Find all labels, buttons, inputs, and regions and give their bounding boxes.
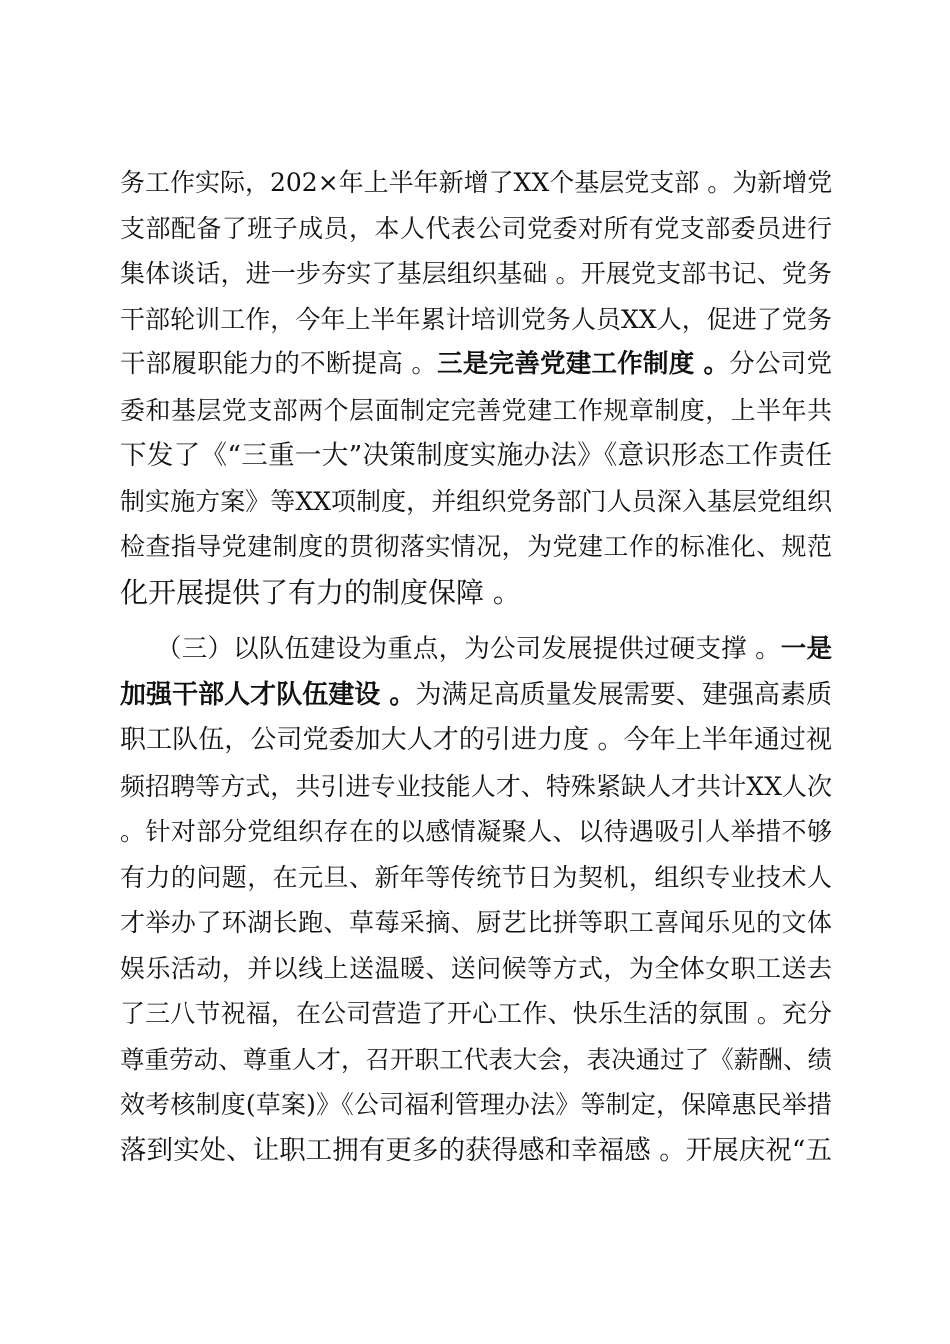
text-line: 制实施方案》等XX项制度，并组织党务部门人员深入基层党组织 [120,486,832,516]
text-line: 尊重劳动、尊重人才，召开职工代表大会，表决通过了《薪酬、绩 [120,1044,832,1074]
text-line: 下发了《“三重一大”决策制度实施办法》《意识形态工作责任 [120,440,832,471]
text-line: 频招聘等方式，共引进专业技能人才、特殊紧缺人才共计XX人次 [120,771,832,801]
text-line: 有力的问题，在元旦、新年等传统节日为契机，组织专业技术人 [120,862,832,892]
text-line: 集体谈话，进一步夯实了基层组织基础 。开展党支部书记、党务 [120,259,832,288]
text-line: 娱乐活动，并以线上送温暖、送问候等方式，为全体女职工送去 [120,953,832,983]
bold-heading: 一是 [780,634,832,664]
section-heading: （三）以队伍建设为重点，为公司发展提供过硬支撑 。 [156,634,781,664]
bold-heading: 加强干部人才队伍建设 。 [120,679,416,710]
text-line: 才举办了环湖长跑、草莓采摘、厨艺比拼等职工喜闻乐见的文体 [120,908,832,937]
section-heading-line [120,627,832,673]
text-line: 化开展提供了有力的制度保障 。 [120,575,521,609]
text-line: 落到实处、让职工拥有更多的获得感和幸福感 。开展庆祝“五 [120,1134,832,1166]
text-line: 效考核制度(草案)》《公司福利管理办法》等制定，保障惠民举措 [120,1090,832,1119]
text-line: 职工队伍，公司党委加大人才的引进力度 。今年上半年通过视 [120,725,832,755]
text-line: 。针对部分党组织存在的以感情凝聚人、以待遇吸引人举措不够 [120,817,832,846]
text-line: 委和基层党支部两个层面制定完善党建工作规章制度，上半年共 [120,395,832,425]
document-body [120,160,832,1173]
text-line: 支部配备了班子成员，本人代表公司党委对所有党支部委员进行 [120,213,832,243]
text-line: 干部履职能力的不断提高 。三是完善党建工作制度 。分公司党 [120,349,832,379]
bold-heading: 三是完善党建工作制度 。 [437,349,730,379]
text-line: 干部轮训工作，今年上半年累计培训党务人员XX人，促进了党务 [120,304,832,334]
text-line: 了三八节祝福，在公司营造了开心工作、快乐生活的氛围 。充分 [120,999,832,1028]
text-line: 检查指导党建制度的贯彻落实情况，为党建工作的标准化、规范 [120,532,832,561]
text-line: 务工作实际，202×年上半年新增了XX个基层党支部 。为新增党 [120,168,832,197]
text-line: 加强干部人才队伍建设 。为满足高质量发展需要、建强高素质 [120,679,832,710]
